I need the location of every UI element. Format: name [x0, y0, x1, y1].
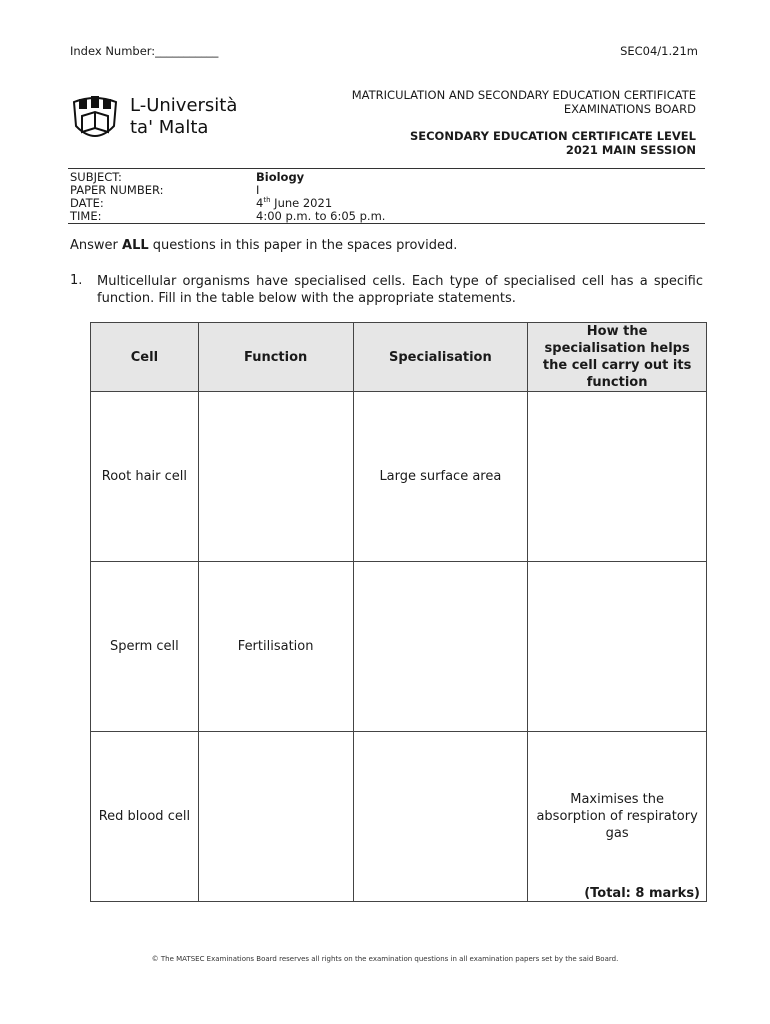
cell-name: Red blood cell: [91, 732, 199, 902]
instructions: [70, 238, 457, 253]
header-how-it-helps: How the specialisation helps the cell carry out its function: [528, 323, 707, 392]
board-name: [352, 88, 696, 116]
time-value: 4:00 p.m. to 6:05 p.m.: [256, 209, 386, 223]
instructions-prefix: Answer: [70, 238, 123, 253]
table-header-row: [91, 323, 707, 392]
answer-cell[interactable]: [353, 732, 528, 902]
answer-table: [90, 322, 707, 902]
university-logo: [68, 92, 258, 150]
index-number-field: Index Number:___________: [70, 44, 219, 58]
logo-line-1: L-Università: [130, 95, 238, 116]
board-line-2: EXAMINATIONS BOARD: [563, 102, 696, 116]
total-marks: (Total: 8 marks): [584, 886, 700, 901]
cell-name: Sperm cell: [91, 562, 199, 732]
date-rest: June 2021: [270, 196, 333, 210]
date-day: 4: [256, 196, 264, 210]
instructions-suffix: questions in this paper in the spaces provided.: [148, 238, 458, 253]
paper-number-label: PAPER NUMBER:: [70, 183, 164, 197]
answer-cell[interactable]: [528, 562, 707, 732]
divider-top: [68, 168, 705, 169]
answer-cell[interactable]: [528, 392, 707, 562]
time-label: TIME:: [70, 209, 102, 223]
subject-label: SUBJECT:: [70, 170, 122, 184]
divider-bottom: [68, 223, 705, 224]
specialisation-cell: Large surface area: [353, 392, 528, 562]
answer-cell[interactable]: [198, 732, 353, 902]
header-cell: Cell: [91, 323, 199, 392]
subject-value: Biology: [256, 170, 305, 184]
question-number: 1.: [70, 273, 83, 288]
table-row: [91, 562, 707, 732]
date-suffix: th: [263, 196, 271, 205]
board-line-1: MATRICULATION AND SECONDARY EDUCATION CERTIFICATE: [351, 88, 696, 102]
cell-name: Root hair cell: [91, 392, 199, 562]
paper-number-value: I: [256, 183, 260, 197]
meta-labels: [70, 171, 164, 223]
question-text: Multicellular organisms have specialised cells. Each type of specialised cell has a specific function. Fill in the table below with the appropriate statements.: [97, 274, 703, 306]
copyright-footer: © The MATSEC Examinations Board reserves all rights on the examination questions in all examination papers set by the said Board.: [151, 955, 619, 963]
level-line-2: 2021 MAIN SESSION: [565, 143, 696, 157]
meta-values: [256, 171, 385, 223]
table-row: [91, 392, 707, 562]
paper-code: SEC04/1.21m: [620, 44, 698, 58]
header-function: Function: [198, 323, 353, 392]
instructions-emphasis: ALL: [122, 238, 149, 253]
table-row: [91, 732, 707, 902]
university-crest-icon: [68, 92, 122, 148]
answer-cell[interactable]: [353, 562, 528, 732]
logo-line-2: ta' Malta: [130, 117, 209, 138]
how-it-helps-cell: Maximises the absorption of respiratory gas: [528, 732, 707, 902]
answer-cell[interactable]: [198, 392, 353, 562]
certificate-level: [410, 129, 696, 157]
date-label: DATE:: [70, 196, 104, 210]
function-cell: Fertilisation: [198, 562, 353, 732]
level-line-1: SECONDARY EDUCATION CERTIFICATE LEVEL: [409, 129, 696, 143]
university-name: [130, 95, 237, 139]
header-specialisation: Specialisation: [353, 323, 528, 392]
